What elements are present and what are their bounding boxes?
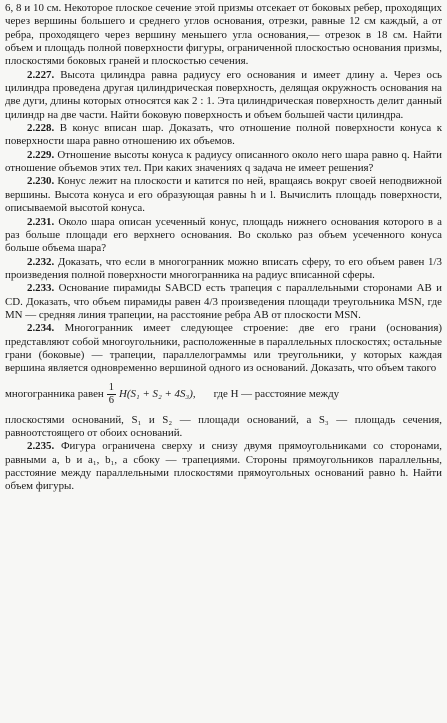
paragraph-continuation: [5, 2, 442, 69]
problem-number: 2.234.: [27, 322, 55, 335]
problem-text: Высота цилиндра равна радиусу его основания и имеет длину a. Через ось цилиндра проведена другая цилиндрическая поверхность, делящая окружность основания на две дуги, длины которых относятся как 2 : 1. Эта цилиндрическая поверхность делит данный цилиндр на две части. Найти боковую поверхность и объем большей части цилиндра.: [5, 68, 442, 121]
fraction-one-sixth: [107, 382, 116, 407]
problem-number: 2.232.: [27, 255, 55, 268]
problem-2-230: [5, 175, 442, 215]
volume-formula-line: [5, 377, 442, 413]
problem-2-234: [5, 322, 442, 375]
paragraph-text: плоскостями оснований, S₁ и S₂ — площади оснований, а S₃ — площадь сечения, равноотстоящего от обоих оснований.: [5, 413, 442, 439]
problem-2-233: [5, 282, 442, 322]
problem-text: Около шара описан усеченный конус, площадь нижнего основания которого в a раз больше площади его верхнего основания. Во сколько раз объем усеченного конуса больше объема шара?: [5, 215, 442, 255]
paragraph-text: 6, 8 и 10 см. Некоторое плоское сечение этой призмы отсекает от боковых ребер, проходящих через вершины большего и среднего углов основания, отрезки, равные 12 см каждый, а от ребра, проходящего через вершину меньшего угла основания,— отрезок в 18 см. Найти объем и площадь полной поверхности фигуры, ограниченной плоскостью основания призмы, плоскостями боковых граней и плоскостью сечения.: [5, 2, 442, 68]
problem-2-229: [5, 149, 442, 176]
problem-2-228: [5, 122, 442, 149]
formula-prefix: многогранника равен: [5, 387, 104, 400]
problem-text: Основание пирамиды SABCD есть трапеция с параллельными сторонами AB и CD. Доказать, что объем пирамиды равен 4/3 произведения площади треугольника MSN, где MN — средняя линия трапеции, на расстояние ребра AB от плоскости MSN.: [5, 282, 442, 321]
formula-continuation: [5, 414, 442, 441]
problem-number: 2.230.: [27, 175, 55, 188]
problem-2-232: [5, 256, 442, 283]
fraction-numerator: 1: [108, 382, 114, 394]
problem-text: Доказать, что если в многогранник можно вписать сферу, то его объем равен 1/3 произведения полной поверхности многогранника на радиус вписанной сферы.: [5, 255, 442, 281]
problem-number: 2.235.: [27, 440, 55, 453]
problem-text: Конус лежит на плоскости и катится по ней, вращаясь вокруг своей неподвижной вершины. Высота конуса и его образующая равны h и l. Вычислить площадь поверхности, описываемой высотой конуса.: [5, 175, 442, 215]
problem-number: 2.231.: [27, 215, 55, 228]
problem-text: Многогранник имеет следующее строение: две его грани (основания) представляют собой многоугольники, расположенные в параллельных плоскостях; остальные грани (боковые) — трапеции, параллелограммы или треугольники, у которых каждая вершина является одновременно вершиной одного из оснований. Доказать, что объем такого: [5, 322, 442, 375]
problem-2-231: [5, 216, 442, 256]
problem-2-235: [5, 440, 442, 493]
formula-suffix: где H — расстояние между: [213, 387, 340, 400]
problem-text: Фигура ограничена сверху и снизу двумя прямоугольниками со сторонами, равными a, b и a₁, b₁, а сбоку — трапециями. Стороны прямоугольников параллельны, расстояние между параллельными плоскостями прямоугольных оснований равно h. Найти объем фигуры.: [5, 440, 442, 493]
formula-expression: H(S₁ + S₂ + 4S₃),: [119, 387, 196, 400]
problem-number: 2.233.: [27, 282, 55, 295]
fraction-denominator: 6: [108, 395, 114, 407]
problem-text: В конус вписан шар. Доказать, что отношение полной поверхности конуса к поверхности шара равно отношению их объемов.: [5, 122, 442, 148]
problem-number: 2.229.: [27, 148, 55, 161]
problem-2-227: [5, 69, 442, 122]
problem-number: 2.227.: [27, 68, 55, 81]
problem-text: Отношение высоты конуса к радиусу описанного около него шара равно q. Найти отношение объемов этих тел. При каких значениях q задача не имеет решения?: [5, 148, 442, 175]
problem-number: 2.228.: [27, 122, 55, 135]
book-page: [5, 2, 442, 494]
